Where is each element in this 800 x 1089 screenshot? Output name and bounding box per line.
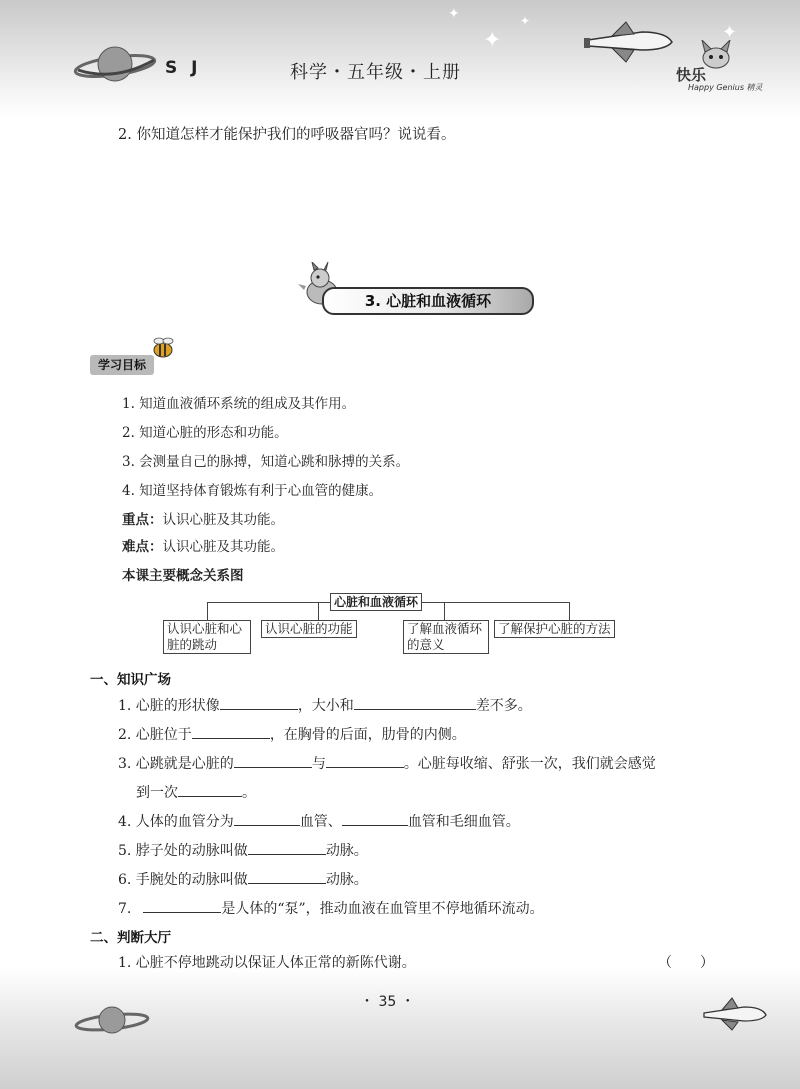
star-icon: ✦ — [483, 28, 502, 53]
fill-question-3 — [118, 753, 656, 773]
section1-title: 一、知识广场 — [90, 672, 171, 688]
header-title: 科学・五年级・上册 — [290, 62, 461, 83]
question-text: 2. 心脏位于 — [118, 727, 192, 743]
lesson-title: 3. 心脏和血液循环 — [322, 287, 534, 315]
fill-question-7 — [118, 898, 544, 918]
judge-answer-bracket[interactable]: （ ） — [658, 955, 714, 971]
question-text: 5. 脖子处的动脉叫做 — [118, 843, 248, 859]
fill-question-3-cont — [136, 782, 256, 802]
question-text: 3. 心跳就是心脏的 — [118, 756, 234, 772]
answer-blank[interactable] — [220, 695, 298, 710]
concept-connector — [318, 602, 319, 620]
fill-question-4 — [118, 811, 520, 831]
answer-blank[interactable] — [248, 840, 326, 855]
star-icon: ✦ — [448, 6, 460, 22]
answer-blank[interactable] — [342, 811, 408, 826]
fill-question-2 — [118, 724, 466, 744]
difficulty — [122, 535, 284, 555]
concept-node: 认识心脏的功能 — [261, 620, 357, 638]
question-text: 动脉。 — [325, 843, 368, 859]
question-text: 。心脏每收缩、舒张一次，我们就会感觉 — [403, 756, 656, 772]
space-shuttle-icon — [582, 20, 678, 66]
question-text: 。 — [242, 785, 256, 801]
answer-blank[interactable] — [192, 724, 270, 739]
answer-blank[interactable] — [143, 898, 221, 913]
difficulty-label: 难点： — [122, 539, 163, 555]
goal-item: 2. 知道心脏的形态和功能。 — [122, 425, 288, 441]
concept-map-heading: 本课主要概念关系图 — [122, 568, 244, 584]
concept-connector — [569, 602, 570, 620]
question-text: 差不多。 — [475, 698, 532, 714]
section2-title: 二、判断大厅 — [90, 930, 171, 946]
goals-label: 学习目标 — [90, 355, 154, 375]
prev-question: 2. 你知道怎样才能保护我们的呼吸器官吗？说说看。 — [118, 127, 456, 143]
concept-root: 心脏和血液循环 — [330, 593, 422, 611]
concept-node: 认识心脏和心脏的跳动 — [163, 620, 251, 654]
question-text: 到一次 — [136, 785, 178, 801]
answer-blank[interactable] — [178, 782, 242, 797]
answer-blank[interactable] — [248, 869, 326, 884]
question-text: 与 — [311, 756, 326, 772]
answer-blank[interactable] — [354, 695, 476, 710]
planet-icon — [70, 1000, 160, 1040]
question-text: 是人体的“泵”，推动血液在血管里不停地循环流动。 — [221, 901, 544, 917]
planet-icon — [70, 38, 160, 90]
logo-subtitle: Happy Genius 精灵 — [688, 83, 763, 92]
concept-node: 了解血液循环的意义 — [403, 620, 489, 654]
space-shuttle-icon — [700, 995, 770, 1033]
fill-question-1 — [118, 695, 532, 715]
concept-node: 了解保护心脏的方法 — [494, 620, 615, 638]
answer-blank[interactable] — [326, 753, 404, 768]
question-text: 7. — [118, 901, 132, 917]
concept-connector — [444, 602, 445, 620]
concept-connector — [207, 602, 208, 620]
question-text: ，在胸骨的后面，肋骨的内侧。 — [269, 727, 466, 743]
difficulty-text: 认识心脏及其功能。 — [162, 539, 284, 555]
fill-question-6 — [118, 869, 368, 889]
question-text: 4. 人体的血管分为 — [118, 814, 234, 830]
answer-blank[interactable] — [234, 753, 312, 768]
answer-blank[interactable] — [234, 811, 300, 826]
fill-question-5 — [118, 840, 368, 860]
header-code: S J — [165, 58, 202, 78]
bee-icon — [150, 336, 176, 360]
question-text: ，大小和 — [297, 698, 354, 714]
question-text: 1. 心脏的形状像 — [118, 698, 220, 714]
key-point-text: 认识心脏及其功能。 — [162, 512, 284, 528]
question-text: 6. 手腕处的动脉叫做 — [118, 872, 248, 888]
star-icon: ✦ — [520, 14, 531, 28]
question-text: 动脉。 — [325, 872, 368, 888]
question-text: 血管、 — [299, 814, 342, 830]
star-icon: ✦ — [722, 22, 738, 43]
goal-item: 3. 会测量自己的脉搏，知道心跳和脉搏的关系。 — [122, 454, 410, 470]
question-text: 血管和毛细血管。 — [407, 814, 520, 830]
key-point — [122, 508, 284, 528]
goal-item: 1. 知道血液循环系统的组成及其作用。 — [122, 396, 356, 412]
logo-text: 快乐 — [676, 66, 707, 84]
key-point-label: 重点： — [122, 512, 163, 528]
judge-question-1: 1. 心脏不停地跳动以保证人体正常的新陈代谢。 — [118, 955, 416, 971]
goal-item: 4. 知道坚持体育锻炼有利于心血管的健康。 — [122, 483, 383, 499]
page-number: ・ 35 ・ — [360, 994, 415, 1010]
